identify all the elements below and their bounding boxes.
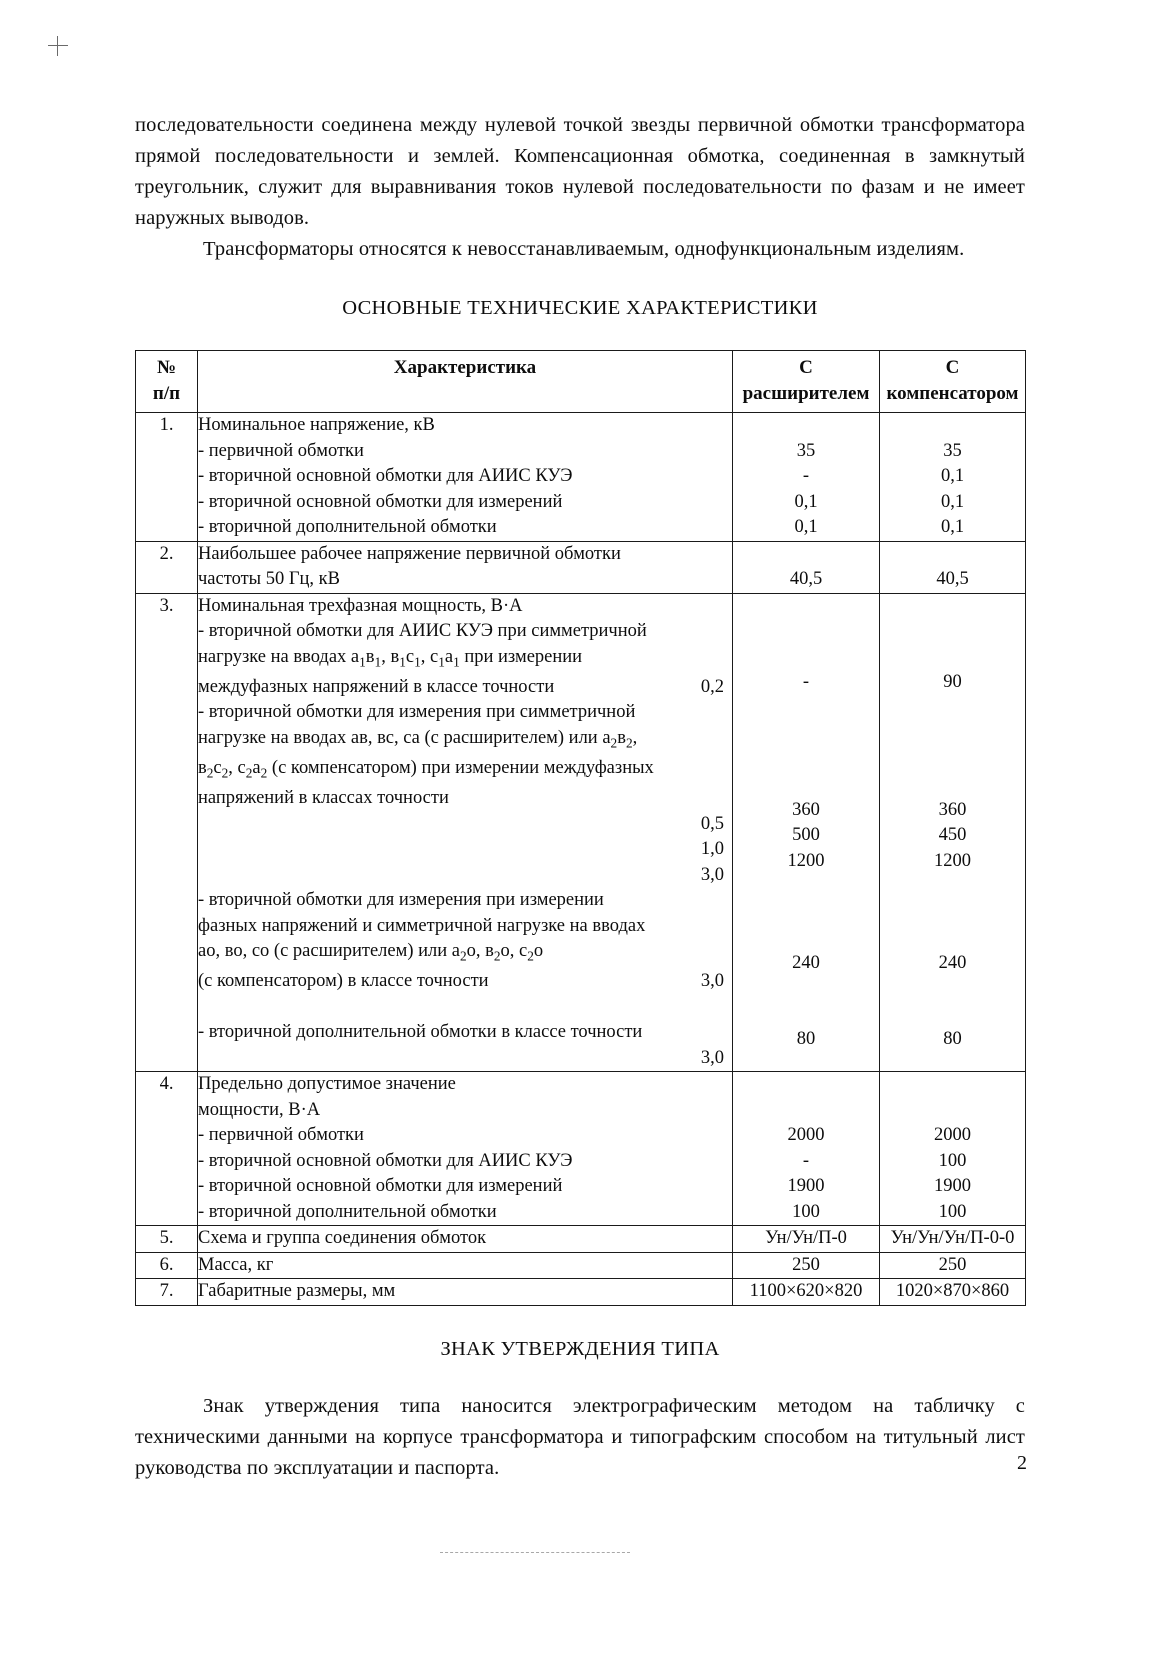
row4-v2-3: 100	[938, 1201, 967, 1222]
row-characteristic	[198, 1072, 733, 1226]
header-with-expander	[733, 351, 880, 413]
row-value-expander	[733, 1072, 880, 1226]
intro-paragraph: последовательности соединена между нулевой точкой звезды первичной обмотки трансформатора прямой последовательности и землей. Компенсационная обмотка, соединенная в замкнутый треугольник, служит для выравнивания токов нулевой последовательности по фазам и не имеет наружных выводов.	[135, 114, 1025, 229]
table-row	[136, 1252, 1026, 1279]
row3-block2-class-0: 0,5	[700, 813, 724, 834]
scan-registration-mark	[48, 36, 68, 56]
table-row	[136, 1072, 1026, 1226]
row3-block2-line2: нагрузке на вводах ав, вс, са (с расширителем) или $a_2в_2$,	[198, 727, 638, 751]
row1-v2-1: 0,1	[940, 466, 965, 486]
row1-item-0: - первичной обмотки	[198, 440, 364, 461]
row-number: 4.	[136, 1072, 198, 1226]
row3-block3-line1: - вторичной обмотки для измерения при измерении	[198, 890, 604, 911]
row-value-compensator: 1020×870×860	[880, 1279, 1026, 1306]
table-row	[136, 1226, 1026, 1253]
row3-block1-line3-text: междуфазных напряжений в классе точности	[198, 676, 555, 697]
row3-block2-line3: $в_2c_2$, $c_2a_2$ (с компенсатором) при измерении междуфазных	[198, 757, 654, 781]
row1-item-3: - вторичной дополнительной обмотки	[198, 517, 497, 537]
row-value-compensator: Ун/Ун/Ун/П-0-0	[880, 1226, 1026, 1253]
row-value-compensator: 250	[880, 1252, 1026, 1279]
table-row	[136, 593, 1026, 1072]
table-row	[136, 1279, 1026, 1306]
header-number-line2: п/п	[152, 383, 181, 404]
row-value-expander: 1100×620×820	[733, 1279, 880, 1306]
row-characteristic	[198, 593, 733, 1072]
row-number: 6.	[136, 1252, 198, 1279]
row3-block2-line4: напряжений в классах точности	[198, 788, 449, 809]
section-heading-type-approval: ЗНАК УТВЕРЖДЕНИЯ ТИПА	[440, 1337, 720, 1360]
spacer-after-heading-2	[135, 1361, 1025, 1391]
row3-b2-v1-1: 500	[792, 825, 820, 845]
row3-block3-class: 3,0	[700, 971, 724, 992]
row-number: 3.	[136, 593, 198, 1072]
row3-block1-line2: нагрузке на вводах $a_1в_1$, $в_1c_1$, $c_1a_1$ при измерении	[198, 646, 583, 670]
table-row	[136, 541, 1026, 593]
header-col4-line2: компенсатором	[886, 383, 1019, 404]
row3-block2-line1: - вторичной обмотки для измерения при симметричной	[198, 702, 636, 723]
table-header-row	[136, 351, 1026, 413]
row4-v2-2: 1900	[934, 1176, 971, 1197]
row4-v1-3: 100	[792, 1201, 820, 1222]
row2-line2: частоты 50 Гц, кВ	[198, 569, 341, 589]
row1-v1-3: 0,1	[794, 517, 818, 537]
row3-block3-v2: 240	[938, 952, 967, 973]
technical-specifications-table	[135, 350, 1026, 1306]
page-content	[135, 110, 1025, 1484]
row3-block4-v1: 80	[796, 1029, 816, 1049]
row-number: 5.	[136, 1226, 198, 1253]
row-value-expander: Ун/Ун/П-0	[733, 1226, 880, 1253]
row3-block2-class-1: 1,0	[700, 839, 724, 860]
intro-paragraph-2: Трансформаторы относятся к невосстанавливаемым, однофункциональным изделиям.	[203, 238, 965, 260]
row4-v2-0: 2000	[934, 1125, 971, 1146]
row1-title: Номинальное напряжение, кВ	[198, 415, 435, 435]
row-value-expander	[733, 541, 880, 593]
row3-b2-v1-0: 360	[792, 799, 820, 820]
row3-block2-class-2: 3,0	[700, 864, 724, 885]
header-number-line1: №	[156, 357, 177, 378]
row1-v2-0: 35	[943, 440, 962, 461]
row3-block4-line1: - вторичной дополнительной обмотки в классе точности	[198, 1022, 643, 1043]
row2-v2: 40,5	[936, 569, 969, 589]
row-number: 2.	[136, 541, 198, 593]
row3-b2-v2-2: 1200	[934, 850, 971, 871]
header-col3-line1: С	[799, 357, 813, 378]
header-characteristic	[198, 351, 733, 413]
row3-block1-line1: - вторичной обмотки для АИИС КУЭ при симметричной	[198, 621, 647, 641]
row3-block1-v2: 90	[943, 672, 962, 692]
row3-block1-class: 0,2	[700, 676, 724, 697]
row-value-compensator	[880, 1072, 1026, 1226]
header-characteristic-label: Характеристика	[393, 357, 537, 378]
spacer-before-heading	[135, 265, 1025, 297]
row3-block1-line3	[198, 675, 732, 701]
row1-v1-1: -	[802, 466, 810, 486]
row3-b2-v2-0: 360	[938, 799, 967, 820]
section-heading-specs: ОСНОВНЫЕ ТЕХНИЧЕСКИЕ ХАРАКТЕРИСТИКИ	[342, 297, 818, 319]
row4-v1-2: 1900	[787, 1176, 825, 1197]
row3-block3-v1: 240	[792, 952, 820, 973]
row4-title-line2: мощности, В·А	[198, 1099, 321, 1120]
row3-block4-class: 3,0	[700, 1047, 724, 1068]
row3-spacer	[198, 995, 732, 1021]
row-value-expander: 250	[733, 1252, 880, 1279]
row3-block3-line4-text: (с компенсатором) в классе точности	[198, 971, 489, 992]
row2-v1: 40,5	[789, 569, 823, 589]
row3-block3-line3: ао, во, со (с расширителем) или $a_2о$, $в_2о$, $c_2о$	[198, 941, 544, 964]
spacer-after-heading	[135, 320, 1025, 350]
row4-item-2: - вторичной основной обмотки для измерений	[198, 1176, 563, 1197]
row4-v2-1: 100	[938, 1150, 967, 1171]
row4-item-1: - вторичной основной обмотки для АИИС КУЭ	[198, 1150, 573, 1171]
row-value-compensator	[880, 593, 1026, 1072]
row4-title-line1: Предельно допустимое значение	[198, 1074, 456, 1095]
row2-line1: Наибольшее рабочее напряжение первичной обмотки	[198, 543, 621, 564]
row-value-compensator	[880, 413, 1026, 542]
row1-v1-2: 0,1	[794, 491, 818, 512]
row3-block3-line2: фазных напряжений и симметричной нагрузке на вводах	[198, 915, 646, 936]
row3-b2-v2-1: 450	[938, 825, 967, 845]
header-col4-line1: С	[945, 357, 960, 378]
row3-title: Номинальная трехфазная мощность, В·А	[198, 595, 523, 616]
row-characteristic: Схема и группа соединения обмоток	[198, 1226, 733, 1253]
row1-v1-0: 35	[796, 440, 816, 461]
row-value-expander	[733, 593, 880, 1072]
row4-v1-1: -	[802, 1150, 810, 1171]
table-row	[136, 413, 1026, 542]
row-characteristic: Масса, кг	[198, 1252, 733, 1279]
row-characteristic: Габаритные размеры, мм	[198, 1279, 733, 1306]
bottom-scan-artifact	[440, 1552, 630, 1553]
closing-paragraph: Знак утверждения типа наносится электрографическим методом на табличку с техническими данными на корпусе трансформатора и типографским способом на титульный лист руководства по эксплуатации и паспорта.	[135, 1394, 1025, 1479]
row-number: 1.	[136, 413, 198, 542]
row1-item-2: - вторичной основной обмотки для измерений	[198, 491, 563, 512]
row-value-expander	[733, 413, 880, 542]
row3-b2-v1-2: 1200	[787, 850, 825, 871]
spacer-before-heading-2	[135, 1306, 1025, 1338]
row-number: 7.	[136, 1279, 198, 1306]
row3-block1-v1: -	[802, 672, 810, 692]
row1-item-1: - вторичной основной обмотки для АИИС КУЭ	[198, 466, 573, 486]
row1-v2-3: 0,1	[940, 517, 965, 537]
row-value-compensator	[880, 541, 1026, 593]
row-characteristic	[198, 541, 733, 593]
header-number	[136, 351, 198, 413]
header-with-compensator	[880, 351, 1026, 413]
row4-item-3: - вторичной дополнительной обмотки	[198, 1201, 497, 1222]
row3-block3-line4	[198, 969, 732, 995]
row-characteristic	[198, 413, 733, 542]
row4-v1-0: 2000	[787, 1125, 825, 1146]
row1-v2-2: 0,1	[940, 491, 965, 512]
row3-block4-v2: 80	[943, 1029, 962, 1049]
header-col3-line2: расширителем	[742, 383, 870, 404]
row4-item-0: - первичной обмотки	[198, 1125, 364, 1146]
page-number: 2	[1017, 1452, 1027, 1474]
